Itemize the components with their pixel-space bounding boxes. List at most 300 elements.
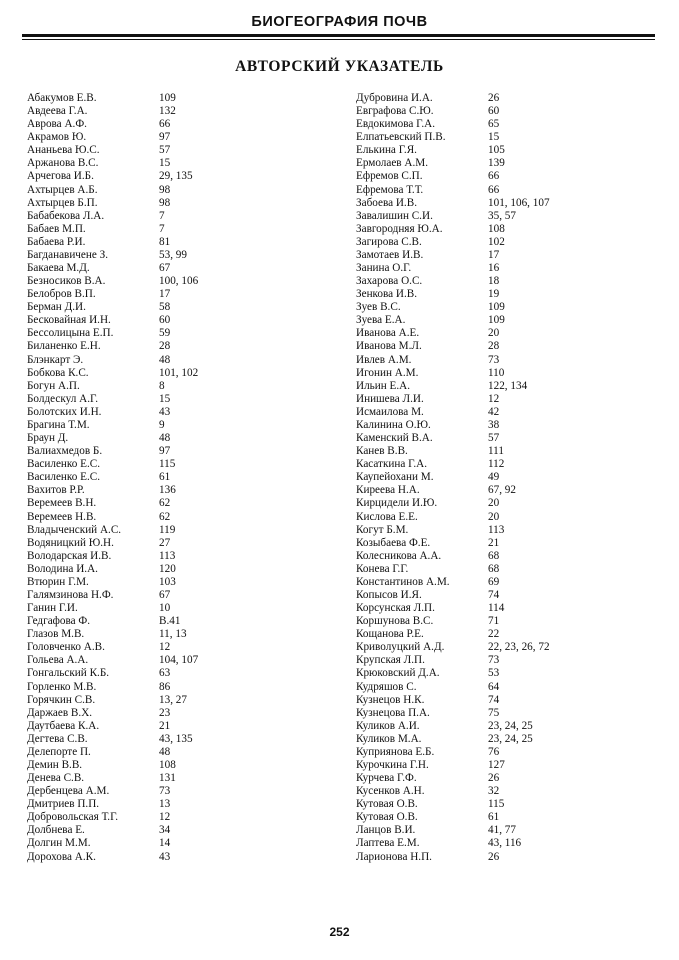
index-entry	[356, 197, 666, 210]
index-entry	[27, 275, 337, 288]
author-name: Дербенцева А.М.	[27, 785, 110, 798]
index-entry	[356, 811, 666, 824]
author-name: Евдокимова Г.А.	[356, 118, 435, 131]
author-name: Кузнецов Н.К.	[356, 693, 425, 706]
index-entry	[27, 118, 337, 131]
index-entry	[27, 157, 337, 170]
index-entry	[356, 563, 666, 576]
index-entry	[27, 105, 337, 118]
index-entry	[356, 615, 666, 628]
page-refs: 61	[159, 471, 171, 484]
page-refs: 75	[488, 706, 500, 719]
page-refs: 15	[159, 392, 171, 405]
page-refs: 108	[488, 222, 505, 235]
index-entry	[356, 458, 666, 471]
page-refs: 109	[488, 301, 505, 314]
page-refs: 21	[488, 536, 500, 549]
author-name: Бакаева М.Д.	[27, 262, 90, 275]
index-entry	[356, 249, 666, 262]
index-entry	[356, 537, 666, 550]
page-refs: 104, 107	[159, 654, 199, 667]
page-refs: 102	[488, 235, 505, 248]
page-refs: 43	[159, 405, 171, 418]
author-name: Володина И.А.	[27, 562, 98, 575]
author-name: Занина О.Г.	[356, 262, 412, 275]
page-refs: 17	[488, 248, 500, 261]
page-refs: 114	[488, 602, 505, 615]
index-entry	[27, 471, 337, 484]
index-entry	[356, 419, 666, 432]
index-entry	[356, 667, 666, 680]
index-entry	[356, 707, 666, 720]
index-entry	[27, 380, 337, 393]
index-entry	[27, 497, 337, 510]
page-refs: 74	[488, 693, 500, 706]
index-entry	[27, 131, 337, 144]
page-refs: 49	[488, 471, 500, 484]
page-refs: 67	[159, 588, 171, 601]
index-entry	[27, 249, 337, 262]
index-entry	[356, 511, 666, 524]
page-refs: 38	[488, 418, 500, 431]
index-entry	[27, 184, 337, 197]
index-entry	[27, 641, 337, 654]
running-header: БИОГЕОГРАФИЯ ПОЧВ	[251, 14, 428, 30]
page-refs: 60	[159, 314, 171, 327]
index-entry	[27, 772, 337, 785]
author-name: Кутовая О.В.	[356, 798, 418, 811]
author-name: Зуева Е.А.	[356, 314, 406, 327]
author-name: Когут Б.М.	[356, 523, 409, 536]
page-refs: 62	[159, 497, 171, 510]
author-name: Берман Д.И.	[27, 301, 86, 314]
page-refs: 20	[488, 497, 500, 510]
author-name: Куликов М.А.	[356, 732, 422, 745]
page-refs: 66	[488, 170, 500, 183]
page-refs: 15	[159, 157, 171, 170]
index-entry	[356, 694, 666, 707]
index-entry	[27, 733, 337, 746]
author-name: Блэнкарт Э.	[27, 353, 84, 366]
page-refs: 66	[159, 118, 171, 131]
page-number: 252	[329, 925, 350, 939]
author-name: Ефремов С.П.	[356, 170, 423, 183]
index-entry	[27, 484, 337, 497]
page-refs: 29, 135	[159, 170, 193, 183]
page-refs: 28	[159, 340, 171, 353]
page-refs: 100, 106	[159, 275, 199, 288]
page-refs: 43, 116	[488, 837, 522, 850]
index-entry	[356, 275, 666, 288]
index-entry	[27, 406, 337, 419]
page-refs: 48	[159, 745, 171, 758]
author-name: Авдеева Г.А.	[27, 105, 88, 118]
index-entry	[356, 406, 666, 419]
author-name: Кусенков А.Н.	[356, 785, 425, 798]
index-entry	[27, 824, 337, 837]
author-name: Иванова А.Е.	[356, 327, 420, 340]
page-refs: 23, 24, 25	[488, 719, 533, 732]
author-name: Бесковайная И.Н.	[27, 314, 111, 327]
author-name: Кощанова Р.Е.	[356, 628, 424, 641]
author-name: Арчегова И.Б.	[27, 170, 94, 183]
page-refs: 64	[488, 680, 500, 693]
page-refs: 7	[159, 209, 165, 222]
author-name: Киреева Н.А.	[356, 484, 420, 497]
page-refs: 109	[159, 92, 176, 104]
page-refs: 43, 135	[159, 732, 193, 745]
page-refs: 26	[488, 92, 500, 104]
author-name: Ганин Г.И.	[27, 602, 78, 615]
page-refs: 68	[488, 549, 500, 562]
page-refs: 9	[159, 418, 165, 431]
author-name: Замотаев И.В.	[356, 248, 424, 261]
author-name: Демин В.В.	[27, 758, 83, 771]
index-entry	[356, 733, 666, 746]
page-refs: 18	[488, 275, 500, 288]
index-entry	[356, 589, 666, 602]
index-entry	[27, 367, 337, 380]
index-entry	[27, 681, 337, 694]
index-entry	[27, 615, 337, 628]
page-refs: 57	[488, 432, 500, 445]
page-refs: 101, 106, 107	[488, 196, 550, 209]
index-entry	[356, 340, 666, 353]
author-name: Дубровина И.А.	[356, 92, 433, 104]
author-name: Криволуцкий А.Д.	[356, 641, 445, 654]
author-name: Василенко Е.С.	[27, 471, 101, 484]
page-refs: 26	[488, 850, 500, 863]
author-name: Иванова М.Л.	[356, 340, 422, 353]
author-name: Абакумов Е.В.	[27, 92, 97, 104]
page-refs: 73	[159, 785, 171, 798]
page-refs: 59	[159, 327, 171, 340]
author-name: Веремеев В.Н.	[27, 497, 97, 510]
author-name: Зуев В.С.	[356, 301, 401, 314]
page-refs: 113	[488, 523, 505, 536]
page-refs: 71	[488, 615, 500, 628]
page-refs: 13, 27	[159, 693, 187, 706]
header-rule-thin	[22, 39, 655, 40]
author-name: Козыбаева Ф.Е.	[356, 536, 431, 549]
index-entry	[27, 524, 337, 537]
index-entry	[27, 654, 337, 667]
page-refs: 74	[488, 588, 500, 601]
index-entry	[356, 550, 666, 563]
author-name: Горленко М.В.	[27, 680, 97, 693]
author-name: Касаткина Г.А.	[356, 458, 427, 471]
author-name: Конева Г.Г.	[356, 562, 409, 575]
index-entry	[356, 223, 666, 236]
page-refs: 122, 134	[488, 379, 528, 392]
index-entry	[27, 210, 337, 223]
page-refs: 103	[159, 575, 176, 588]
page-refs: 110	[488, 366, 505, 379]
page-refs: 120	[159, 562, 176, 575]
page-refs: 34	[159, 824, 171, 837]
index-entry	[356, 367, 666, 380]
page-refs: 108	[159, 758, 176, 771]
author-name: Втюрин Г.М.	[27, 575, 89, 588]
index-entry	[356, 210, 666, 223]
author-name: Кутовая О.В.	[356, 811, 418, 824]
author-name: Даржаев В.Х.	[27, 706, 93, 719]
page-refs: 8	[159, 379, 165, 392]
index-entry	[356, 92, 666, 105]
author-name: Канев В.В.	[356, 445, 408, 458]
index-entry	[27, 759, 337, 772]
index-entry	[356, 118, 666, 131]
page-refs: 41, 77	[488, 824, 516, 837]
page-refs: 35, 57	[488, 209, 516, 222]
author-name: Гольева А.А.	[27, 654, 89, 667]
page-refs: 127	[488, 758, 505, 771]
index-entry	[27, 851, 337, 864]
index-entry	[356, 144, 666, 157]
author-name: Богун А.П.	[27, 379, 80, 392]
page-refs: 32	[488, 785, 500, 798]
author-name: Болдескул А.Г.	[27, 392, 98, 405]
author-name: Василенко Е.С.	[27, 458, 101, 471]
author-name: Водяницкий Ю.Н.	[27, 536, 114, 549]
header-rule-thick	[22, 34, 655, 37]
index-entry	[27, 537, 337, 550]
index-entry	[27, 837, 337, 850]
index-entry	[356, 759, 666, 772]
index-entry	[356, 654, 666, 667]
index-entry	[356, 524, 666, 537]
page-refs: 68	[488, 562, 500, 575]
index-entry	[356, 681, 666, 694]
author-name: Веремеев Н.В.	[27, 510, 97, 523]
author-name: Кислова Е.Е.	[356, 510, 418, 523]
index-entry	[356, 484, 666, 497]
author-name: Бабаева Р.И.	[27, 235, 86, 248]
author-name: Каупейохани М.	[356, 471, 434, 484]
author-name: Головченко А.В.	[27, 641, 105, 654]
index-entry	[27, 354, 337, 367]
page-refs: 67, 92	[488, 484, 516, 497]
author-name: Корсунская Л.П.	[356, 602, 435, 615]
page-refs: 26	[488, 772, 500, 785]
page-refs: 97	[159, 131, 171, 144]
author-name: Бабабекова Л.А.	[27, 209, 105, 222]
author-name: Инишева Л.И.	[356, 392, 424, 405]
index-entry	[356, 641, 666, 654]
author-name: Загирова С.В.	[356, 235, 422, 248]
author-name: Ахтырцев Б.П.	[27, 196, 98, 209]
page-refs: 48	[159, 432, 171, 445]
index-entry	[27, 327, 337, 340]
page-refs: 42	[488, 405, 500, 418]
index-entry	[27, 785, 337, 798]
page-refs: 43	[159, 850, 171, 863]
page-refs: 81	[159, 235, 171, 248]
index-entry	[27, 393, 337, 406]
page-refs: 109	[488, 314, 505, 327]
index-entry	[356, 798, 666, 811]
author-name: Безносиков В.А.	[27, 275, 106, 288]
author-name: Гонгальский К.Б.	[27, 667, 110, 680]
index-entry	[27, 223, 337, 236]
author-name: Ананьева Ю.С.	[27, 144, 100, 157]
index-entry	[356, 380, 666, 393]
index-entry	[356, 785, 666, 798]
author-name: Каменский В.А.	[356, 432, 433, 445]
page-refs: 66	[488, 183, 500, 196]
page-refs: 115	[488, 798, 505, 811]
page-refs: 17	[159, 288, 171, 301]
page-refs: 105	[488, 144, 505, 157]
index-column-right	[356, 92, 666, 864]
page-refs: 21	[159, 719, 171, 732]
page-refs: 27	[159, 536, 171, 549]
author-name: Галямзинова Н.Ф.	[27, 588, 114, 601]
index-entry	[27, 746, 337, 759]
author-name: Болотских И.Н.	[27, 405, 102, 418]
page-refs: 136	[159, 484, 176, 497]
page-refs: 62	[159, 510, 171, 523]
page-refs: 139	[488, 157, 505, 170]
index-entry	[356, 236, 666, 249]
index-column-left	[27, 92, 337, 864]
page-refs: 101, 102	[159, 366, 199, 379]
page-refs: 73	[488, 654, 500, 667]
index-entry	[356, 393, 666, 406]
page-refs: 131	[159, 772, 176, 785]
index-entry	[27, 628, 337, 641]
author-name: Глазов М.В.	[27, 628, 85, 641]
index-entry	[356, 576, 666, 589]
index-entry	[27, 445, 337, 458]
page-refs: 97	[159, 445, 171, 458]
author-name: Ильин Е.А.	[356, 379, 411, 392]
page-refs: 111	[488, 445, 504, 458]
author-name: Зенкова И.В.	[356, 288, 418, 301]
index-entry	[27, 694, 337, 707]
index-entry	[356, 746, 666, 759]
page-refs: 98	[159, 196, 171, 209]
author-name: Игонин А.М.	[356, 366, 419, 379]
author-name: Багданавичене З.	[27, 248, 109, 261]
author-name: Крупская Л.П.	[356, 654, 425, 667]
author-name: Дегтева С.В.	[27, 732, 88, 745]
index-entry	[356, 327, 666, 340]
index-entry	[356, 497, 666, 510]
page-refs: 12	[488, 392, 500, 405]
author-name: Брагина Т.М.	[27, 418, 90, 431]
index-entry	[27, 419, 337, 432]
author-name: Горячкин С.В.	[27, 693, 96, 706]
author-name: Делепорте П.	[27, 745, 91, 758]
page-refs: 15	[488, 131, 500, 144]
author-name: Бабаев М.П.	[27, 222, 86, 235]
index-entry	[27, 798, 337, 811]
author-name: Кирцидели И.Ю.	[356, 497, 438, 510]
index-entry	[27, 511, 337, 524]
index-entry	[27, 576, 337, 589]
author-name: Дмитриев П.П.	[27, 798, 100, 811]
page-refs: 22	[488, 628, 500, 641]
index-entry	[27, 563, 337, 576]
index-entry	[356, 445, 666, 458]
author-name: Ивлев А.М.	[356, 353, 412, 366]
index-entry	[356, 837, 666, 850]
index-entry	[356, 170, 666, 183]
page-refs: 61	[488, 811, 500, 824]
index-entry	[356, 628, 666, 641]
index-entry	[356, 824, 666, 837]
index-entry	[27, 236, 337, 249]
page-refs: 58	[159, 301, 171, 314]
author-name: Завалишин С.И.	[356, 209, 433, 222]
page-refs: 67	[159, 262, 171, 275]
page-refs: 132	[159, 105, 176, 118]
page-refs: 19	[488, 288, 500, 301]
index-entry	[27, 720, 337, 733]
index-entry	[27, 144, 337, 157]
author-name: Ефремова Т.Т.	[356, 183, 424, 196]
page-refs: 119	[159, 523, 176, 536]
author-name: Ларионова Н.П.	[356, 850, 432, 863]
page-refs: 69	[488, 575, 500, 588]
page-refs: 13	[159, 798, 171, 811]
author-name: Даутбаева К.А.	[27, 719, 100, 732]
index-entry	[356, 354, 666, 367]
index-entry	[27, 458, 337, 471]
page-refs: 53	[488, 667, 500, 680]
author-name: Курчева Г.Ф.	[356, 772, 417, 785]
author-name: Бобкова К.С.	[27, 366, 89, 379]
index-entry	[356, 602, 666, 615]
page-refs: 23	[159, 706, 171, 719]
section-title: АВТОРСКИЙ УКАЗАТЕЛЬ	[235, 58, 444, 75]
page-refs: 60	[488, 105, 500, 118]
index-entry	[27, 602, 337, 615]
page-refs: 23, 24, 25	[488, 732, 533, 745]
index-entry	[356, 314, 666, 327]
index-entry	[27, 340, 337, 353]
index-entry	[356, 851, 666, 864]
page-refs: 12	[159, 641, 171, 654]
author-name: Ахтырцев А.Б.	[27, 183, 98, 196]
author-name: Исмаилова М.	[356, 405, 424, 418]
page-refs: 10	[159, 602, 171, 615]
page-refs: 63	[159, 667, 171, 680]
page-refs: 7	[159, 222, 165, 235]
author-name: Ланцов В.И.	[356, 824, 416, 837]
author-name: Ермолаев А.М.	[356, 157, 428, 170]
index-entry	[356, 288, 666, 301]
author-name: Евграфова С.Ю.	[356, 105, 434, 118]
author-name: Курочкина Г.Н.	[356, 758, 429, 771]
index-entry	[356, 184, 666, 197]
author-name: Володарская И.В.	[27, 549, 112, 562]
author-name: Калинина О.Ю.	[356, 418, 431, 431]
page-refs: 16	[488, 262, 500, 275]
index-entry	[356, 262, 666, 275]
author-name: Константинов А.М.	[356, 575, 450, 588]
author-name: Забоева И.В.	[356, 196, 417, 209]
page-refs: 11, 13	[159, 628, 187, 641]
index-entry	[356, 432, 666, 445]
author-name: Браун Д.	[27, 432, 69, 445]
index-entry	[356, 157, 666, 170]
page-refs: 20	[488, 327, 500, 340]
page-refs: 20	[488, 510, 500, 523]
author-name: Аржанова В.С.	[27, 157, 99, 170]
index-entry	[27, 92, 337, 105]
